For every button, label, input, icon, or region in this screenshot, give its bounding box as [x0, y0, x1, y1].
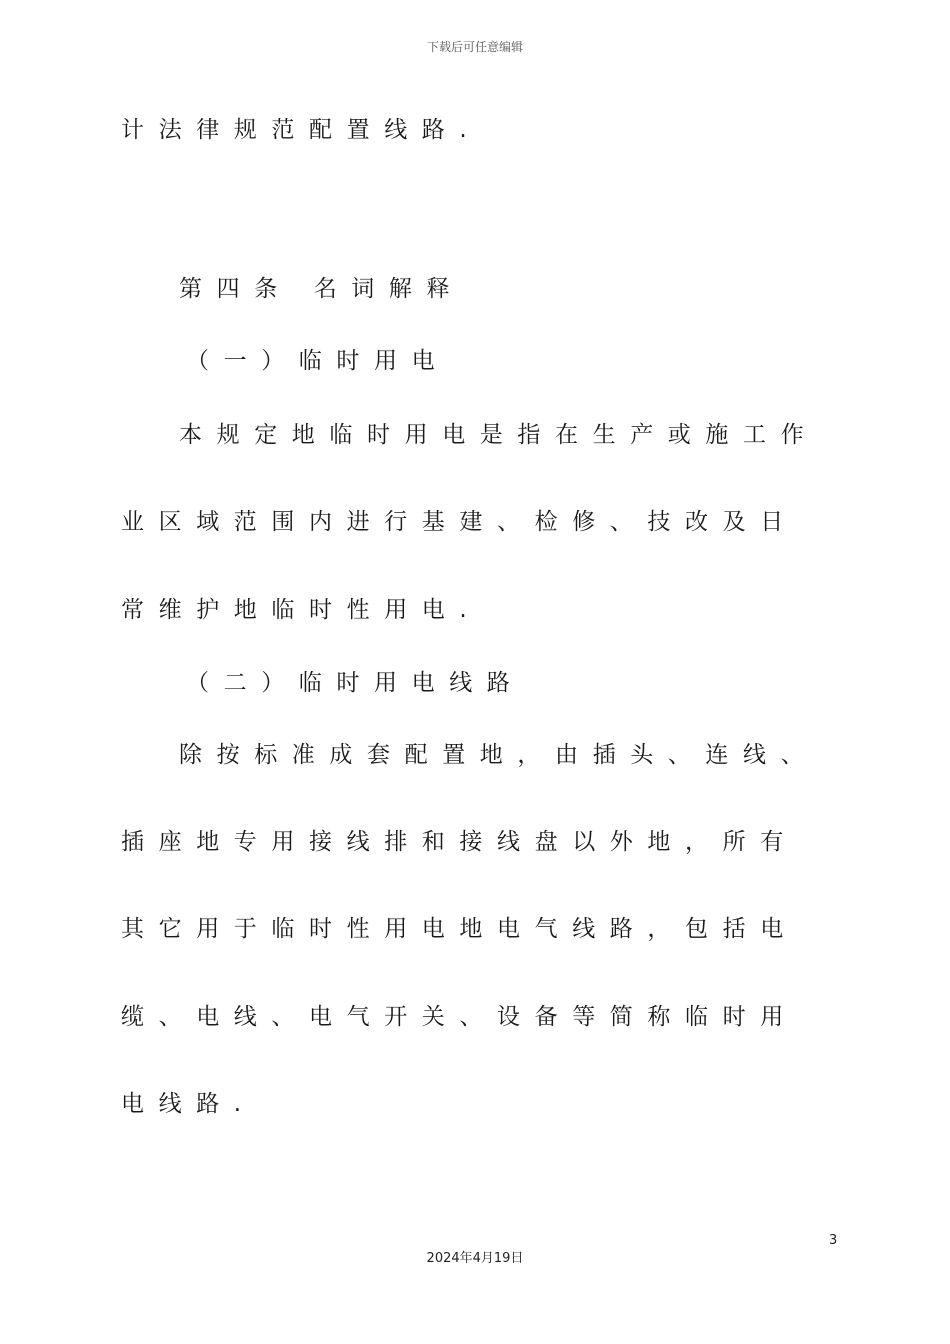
page-number: 3: [829, 1233, 838, 1248]
paragraph-2-line-4: 缆、电线、电气开关、设备等简称临时用: [121, 1004, 798, 1030]
paragraph-1-line-3: 常维护地临时性用电.: [121, 597, 482, 623]
paragraph-2-line-2: 插座地专用接线排和接线盘以外地，所有: [121, 829, 798, 855]
header-note: 下载后可任意编辑: [426, 40, 523, 54]
paragraph-2-line-3: 其它用于临时性用电地电气线路，包括电: [121, 916, 798, 942]
footer-date: 2024年4月19日: [426, 1251, 524, 1266]
subheading-temporary-power: （一）临时用电: [186, 348, 450, 374]
paragraph-2-line-5: 电线路.: [121, 1091, 256, 1117]
paragraph-1-line-1: 本规定地临时用电是指在生产或施工作: [179, 422, 819, 448]
text-line-continuation: 计法律规范配置线路.: [121, 117, 482, 143]
paragraph-2-line-1: 除按标准成套配置地，由插头、连线、: [179, 742, 819, 768]
subheading-temporary-lines: （二）临时用电线路: [186, 670, 525, 696]
paragraph-1-line-2: 业区域范围内进行基建、检修、技改及日: [121, 509, 798, 535]
article-heading: 第四条 名词解释: [179, 276, 465, 302]
